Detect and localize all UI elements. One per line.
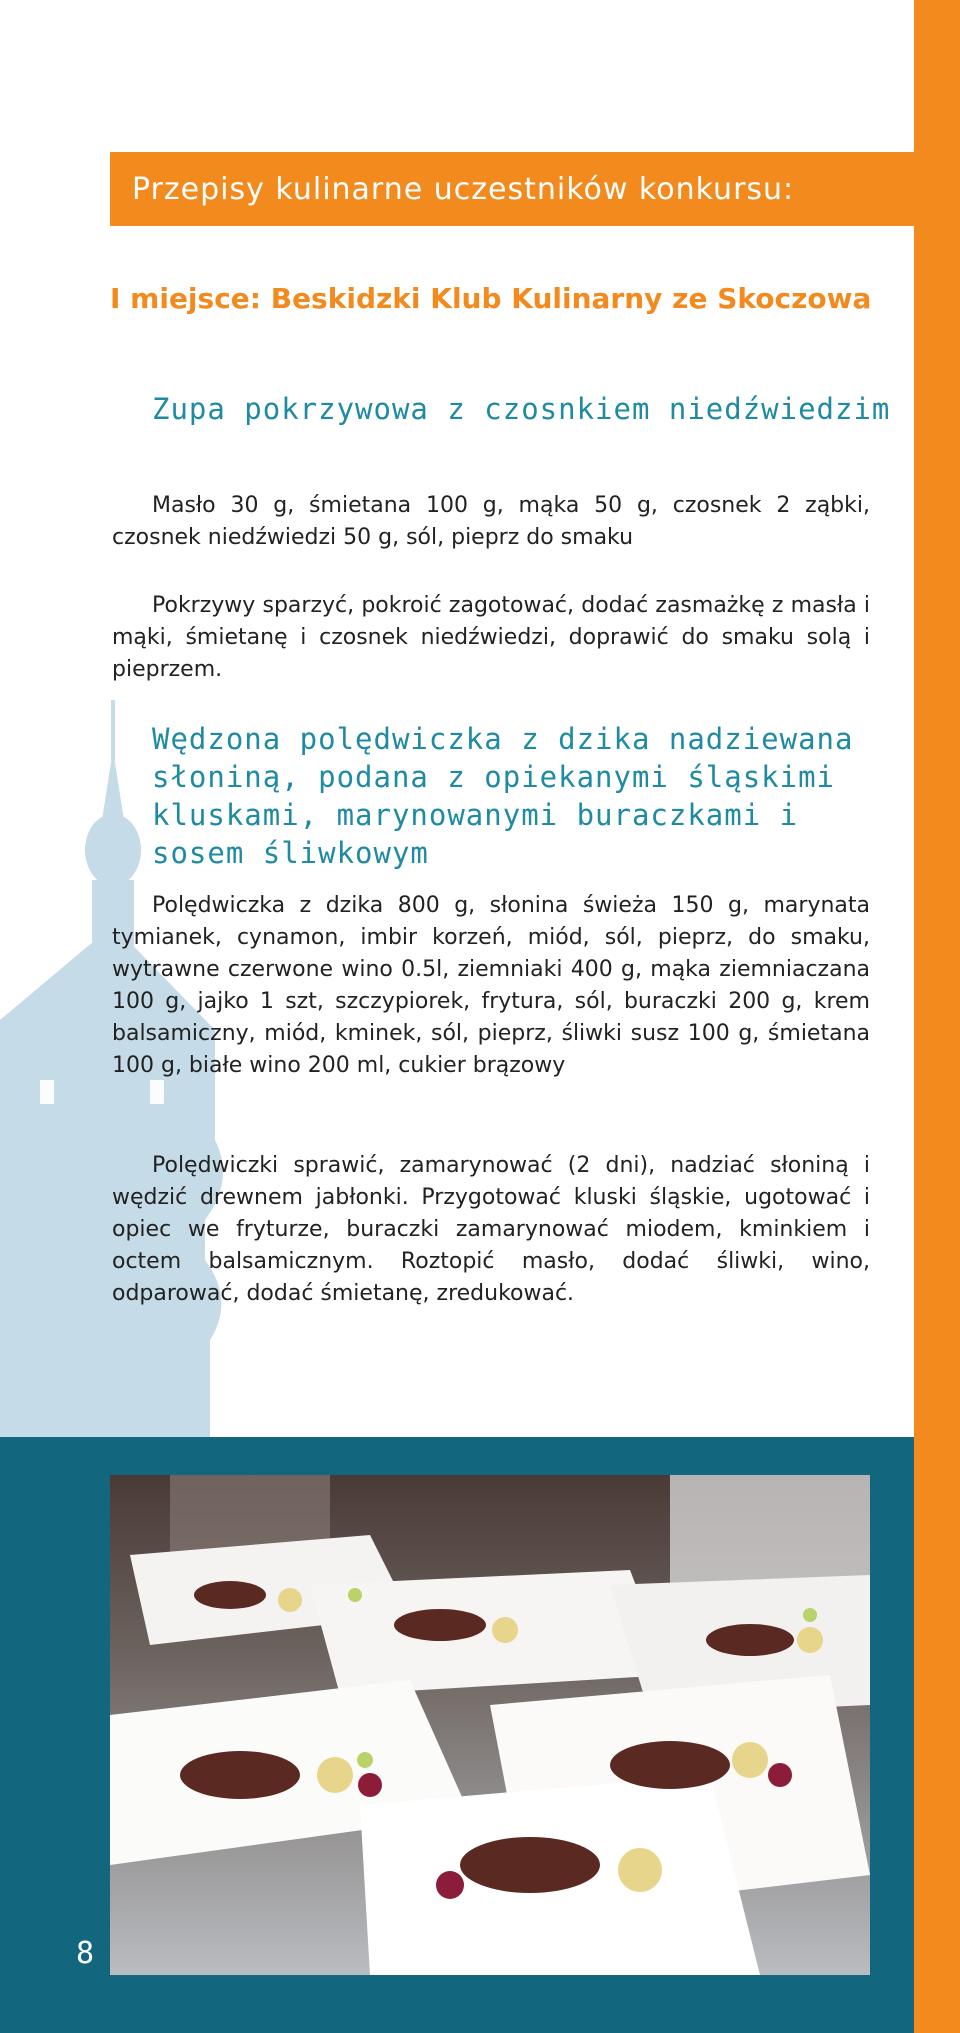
section-banner [110,152,914,226]
banner-title: Przepisy kulinarne uczestników konkursu: [132,171,795,207]
recipe-1-title: Zupa pokrzywowa z czosnkiem niedźwiedzim [152,392,891,426]
first-place-heading: I miejsce: Beskidzki Klub Kulinarny ze Skoczowa [110,282,872,315]
dishes-photo [110,1475,870,1975]
recipe-2-method: Polędwiczki sprawić, zamarynować (2 dni), nadziać słoniną i wędzić drewnem jabłonki. Przygotować kluski śląskie, ugotować i opiec we fryturze, buraczki zamarynować miodem, kminkiem i octem balsamicznym. Roztopić masło, dodać śliwki, wino, odparować, dodać śmietanę, zredukować. [112,1153,870,1306]
recipe-1-method: Pokrzywy sparzyć, pokroić zagotować, dodać zasmażkę z masła i mąki, śmietanę i czosnek niedźwiedzi, doprawić do smaku solą i pieprzem. [112,593,870,682]
recipe-2-ingredients: Polędwiczka z dzika 800 g, słonina świeża 150 g, marynata tymianek, cynamon, imbir korzeń, miód, sól, pieprz, do smaku, wytrawne czerwone wino 0.5l, ziemniaki 400 g, mąka ziemniaczana 100 g, jajko 1 szt, szczypiorek, frytura, sól, buraczki 200 g, krem balsamiczny, miód, kminek, sól, pieprz, śliwki susz 100 g, śmietana 100 g, białe wino 200 ml, cukier brązowy [112,893,870,1078]
right-orange-stripe [914,0,960,2033]
page-number: 8 [76,1936,95,1971]
recipe-1-ingredients: Masło 30 g, śmietana 100 g, mąka 50 g, czosnek 2 ząbki, czosnek niedźwiedzi 50 g, sól, pieprz do smaku [112,493,870,550]
recipe-2-title: Wędzona polędwiczka z dzika nadziewana słoniną, podana z opiekanymi śląskimi kluskami, marynowanymi buraczkami i sosem śliwkowym [152,722,854,870]
